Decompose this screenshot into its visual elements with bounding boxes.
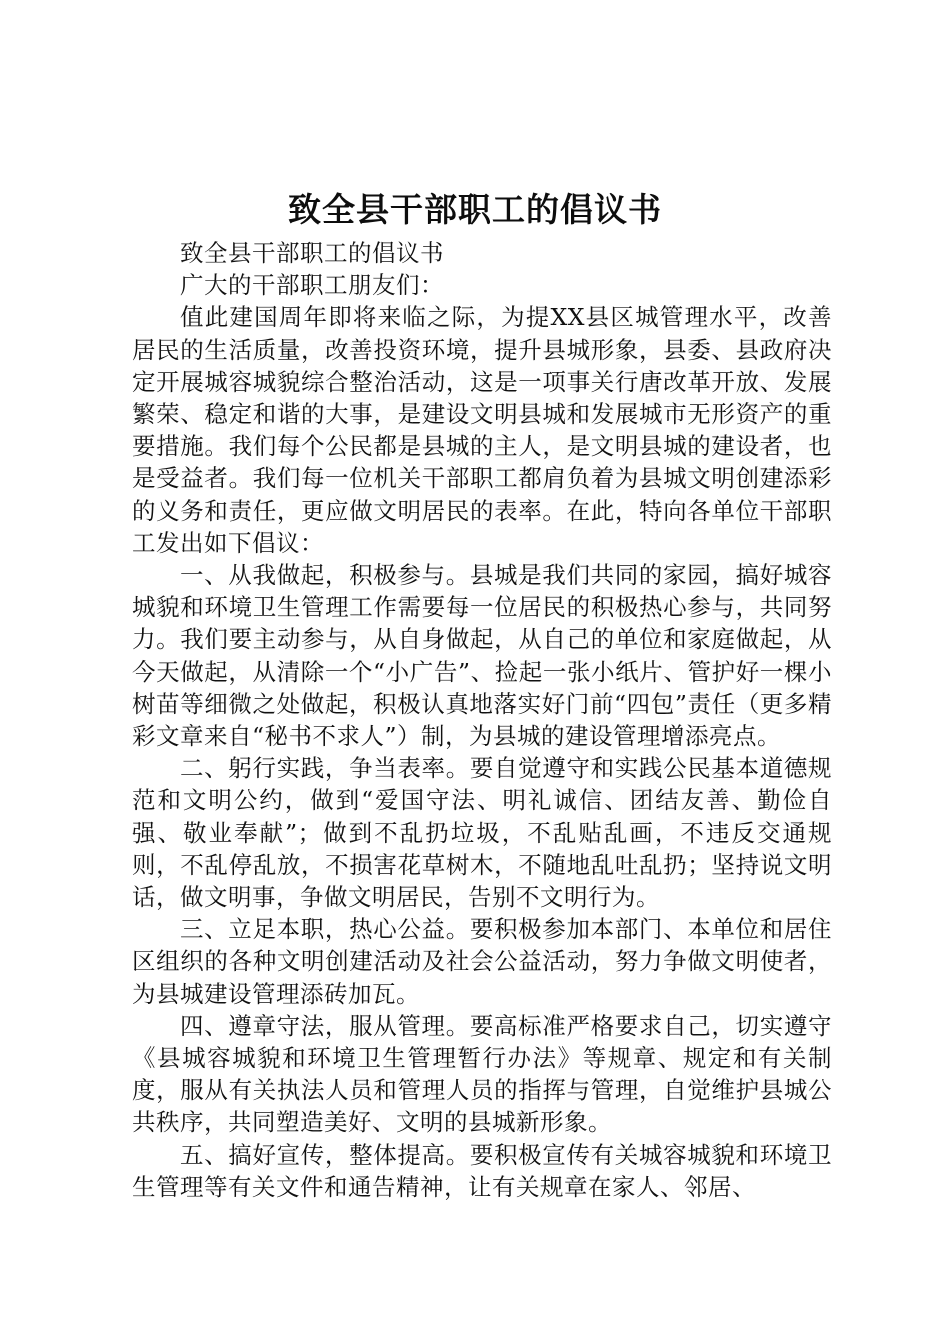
paragraph-point-5: 五、搞好宣传，整体提高。要积极宣传有关城容城貌和环境卫生管理等有关文件和通告精神，让有关规章在家人、邻居、 (132, 1140, 832, 1201)
document-body (132, 237, 832, 1203)
paragraph-subtitle: 致全县干部职工的倡议书 (180, 239, 444, 267)
paragraph-point-1: 一、从我做起，积极参与。县城是我们共同的家园，搞好城容城貌和环境卫生管理工作需要每一位居民的积极热心参与，共同努力。我们要主动参与，从自身做起，从自己的单位和家庭做起，从今天做起，从清除一个“小广告”、捡起一张小纸片、管护好一棵小树苗等细微之处做起，积极认真地落实好门前“四包”责任（更多精彩文章来自“秘书不求人”）制，为县城的建设管理增添亮点。 (132, 561, 832, 751)
document-title: 致全县干部职工的倡议书 (288, 190, 662, 229)
paragraph-point-3: 三、立足本职，热心公益。要积极参加本部门、本单位和居住区组织的各种文明创建活动及社会公益活动，努力争做文明使者，为县城建设管理添砖加瓦。 (132, 915, 832, 1008)
paragraph-intro: 值此建国周年即将来临之际，为提XX县区城管理水平，改善居民的生活质量，改善投资环境，提升县城形象，县委、县政府决定开展城容城貌综合整治活动，这是一项事关行唐改革开放、发展繁荣、稳定和谐的大事，是建设文明县城和发展城市无形资产的重要措施。我们每个公民都是县城的主人，是文明县城的建设者，也是受益者。我们每一位机关干部职工都肩负着为县城文明创建添彩的义务和责任，更应做文明居民的表率。在此，特向各单位干部职工发出如下倡议： (132, 303, 832, 557)
paragraph-point-4: 四、遵章守法，服从管理。要高标准严格要求自己，切实遵守《县城容城貌和环境卫生管理暂行办法》等规章、规定和有关制度，服从有关执法人员和管理人员的指挥与管理，自觉维护县城公共秩序，共同塑造美好、文明的县城新形象。 (132, 1011, 832, 1137)
paragraph-salutation: 广大的干部职工朋友们： (180, 271, 444, 300)
paragraph-point-2: 二、躬行实践，争当表率。要自觉遵守和实践公民基本道德规范和文明公约，做到“爱国守法、明礼诚信、团结友善、勤俭自强、敬业奉献”；做到不乱扔垃圾，不乱贴乱画，不违反交通规则，不乱停乱放，不损害花草树木，不随地乱吐乱扔；坚持说文明话，做文明事，争做文明居民，告别不文明行为。 (132, 754, 832, 912)
